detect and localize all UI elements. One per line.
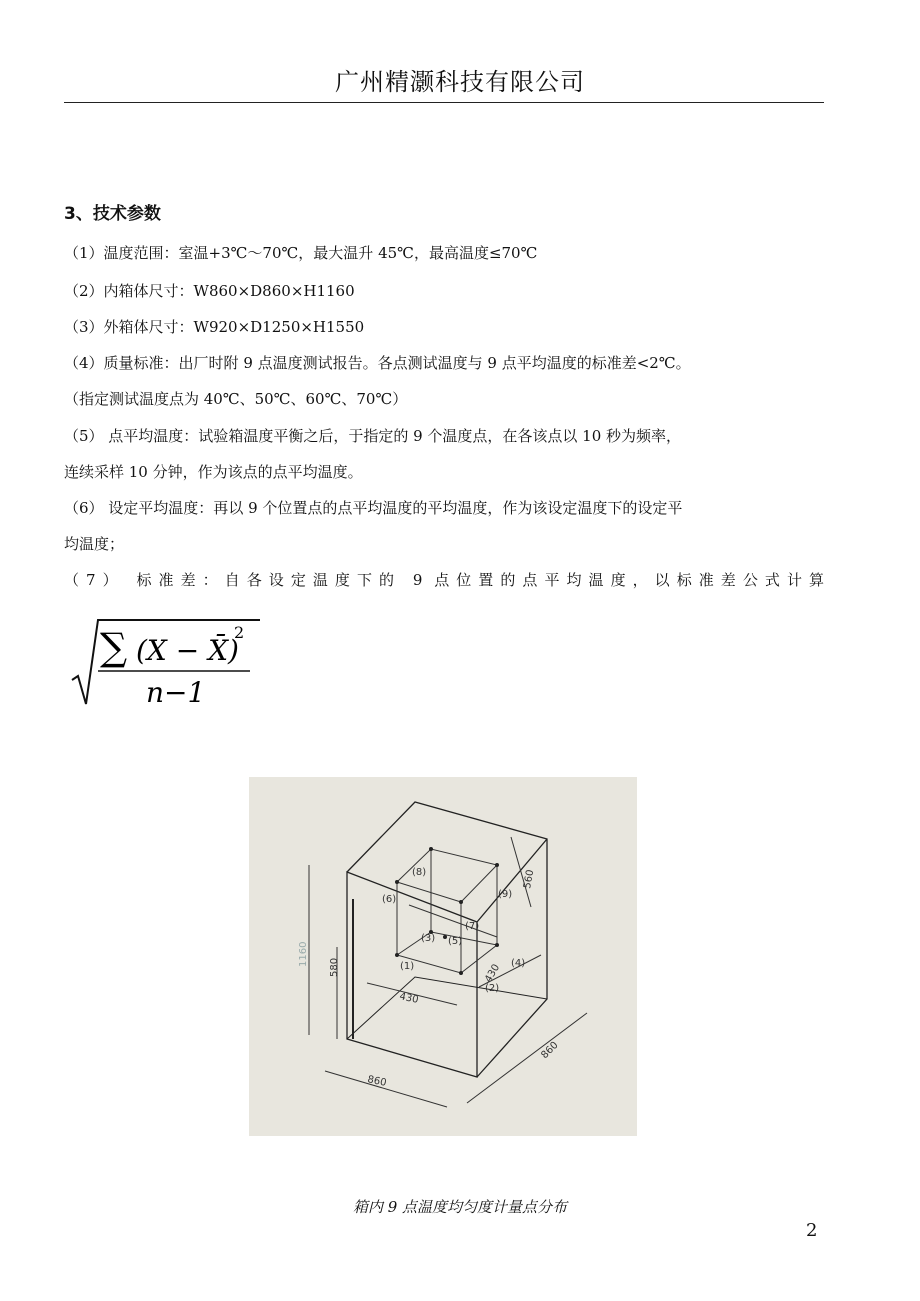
param-line-7: （7） 标准差：自各设定温度下的 9 点位置的点平均温度，以标准差公式计算 bbox=[64, 571, 824, 589]
point-label-1: (1) bbox=[400, 961, 415, 972]
point-marker-5 bbox=[443, 935, 447, 939]
header-rule bbox=[64, 102, 824, 103]
outer-top-right-edges bbox=[347, 802, 547, 1077]
point-label-7: (7) bbox=[465, 921, 480, 932]
point-marker-7 bbox=[459, 900, 463, 904]
company-header: 广州精灏科技有限公司 bbox=[335, 68, 585, 96]
param-line-6: （6） 设定平均温度：再以 9 个位置点的点平均温度的平均温度，作为该设定温度下的设定平 bbox=[64, 499, 683, 517]
param-line-4-note: （指定测试温度点为 40℃、50℃、60℃、70℃） bbox=[64, 390, 408, 408]
formula-denominator: n−1 bbox=[146, 676, 206, 709]
point-marker-6 bbox=[395, 880, 399, 884]
box-diagram bbox=[249, 777, 637, 1136]
param-line-3: （3）外箱体尺寸：W920×D1250×H1550 bbox=[64, 318, 365, 336]
param-line-5: （5） 点平均温度：试验箱温度平衡之后，于指定的 9 个温度点，在各该点以 10 秒为频率， bbox=[64, 427, 682, 445]
page-number: 2 bbox=[806, 1220, 818, 1241]
dim-label-560: 560 bbox=[522, 868, 537, 890]
dim-label-430-side: 430 bbox=[483, 962, 503, 985]
point-label-8: (8) bbox=[412, 867, 427, 878]
formula-exponent: 2 bbox=[234, 623, 245, 642]
outer-front-face bbox=[347, 872, 480, 1077]
param-line-5-cont: 连续采样 10 分钟，作为该点的点平均温度。 bbox=[64, 463, 363, 481]
dim-label-1160: 1160 bbox=[298, 941, 309, 967]
outer-top-edge bbox=[477, 839, 547, 922]
dim-label-860-side: 860 bbox=[539, 1039, 561, 1062]
point-label-4: (4) bbox=[511, 958, 526, 969]
point-marker-4 bbox=[495, 943, 499, 947]
param-line-4: （4）质量标准：出厂时附 9 点温度测试报告。各点测试温度与 9 点平均温度的标准差<2℃。 bbox=[64, 354, 691, 372]
dim-line-860-front bbox=[325, 1071, 447, 1107]
sum-symbol: ∑ bbox=[100, 625, 128, 669]
point-label-3: (3) bbox=[421, 933, 436, 944]
point-label-2: (2) bbox=[485, 983, 500, 994]
point-marker-9 bbox=[495, 863, 499, 867]
section-title: 3、技术参数 bbox=[64, 204, 161, 224]
param-line-1: （1）温度范围：室温+3℃～70℃，最大温升 45℃，最高温度≤70℃ bbox=[64, 244, 538, 262]
formula-numerator: (X − X̄) bbox=[136, 634, 239, 667]
point-marker-2 bbox=[459, 971, 463, 975]
dim-label-860-front: 860 bbox=[366, 1074, 388, 1089]
point-marker-1 bbox=[395, 953, 399, 957]
point-marker-8 bbox=[429, 847, 433, 851]
inner-front-face bbox=[397, 882, 461, 973]
point-label-9: (9) bbox=[498, 889, 513, 900]
measurement-figure bbox=[249, 777, 637, 1136]
point-label-6: (6) bbox=[382, 894, 397, 905]
std-dev-formula bbox=[70, 608, 260, 718]
param-line-6-cont: 均温度； bbox=[64, 535, 125, 553]
dim-label-430-front: 430 bbox=[398, 991, 420, 1006]
figure-caption: 箱内 9 点温度均匀度计量点分布 bbox=[352, 1198, 568, 1216]
inner-hidden-edges bbox=[431, 849, 497, 945]
dim-line-860-side bbox=[467, 1013, 587, 1103]
inner-top-edge bbox=[461, 865, 497, 902]
outer-bottom-edges bbox=[347, 977, 547, 1039]
dim-label-580: 580 bbox=[329, 957, 340, 977]
point-label-5: (5) bbox=[448, 936, 463, 947]
param-line-2: （2）内箱体尺寸：W860×D860×H1160 bbox=[64, 282, 355, 300]
